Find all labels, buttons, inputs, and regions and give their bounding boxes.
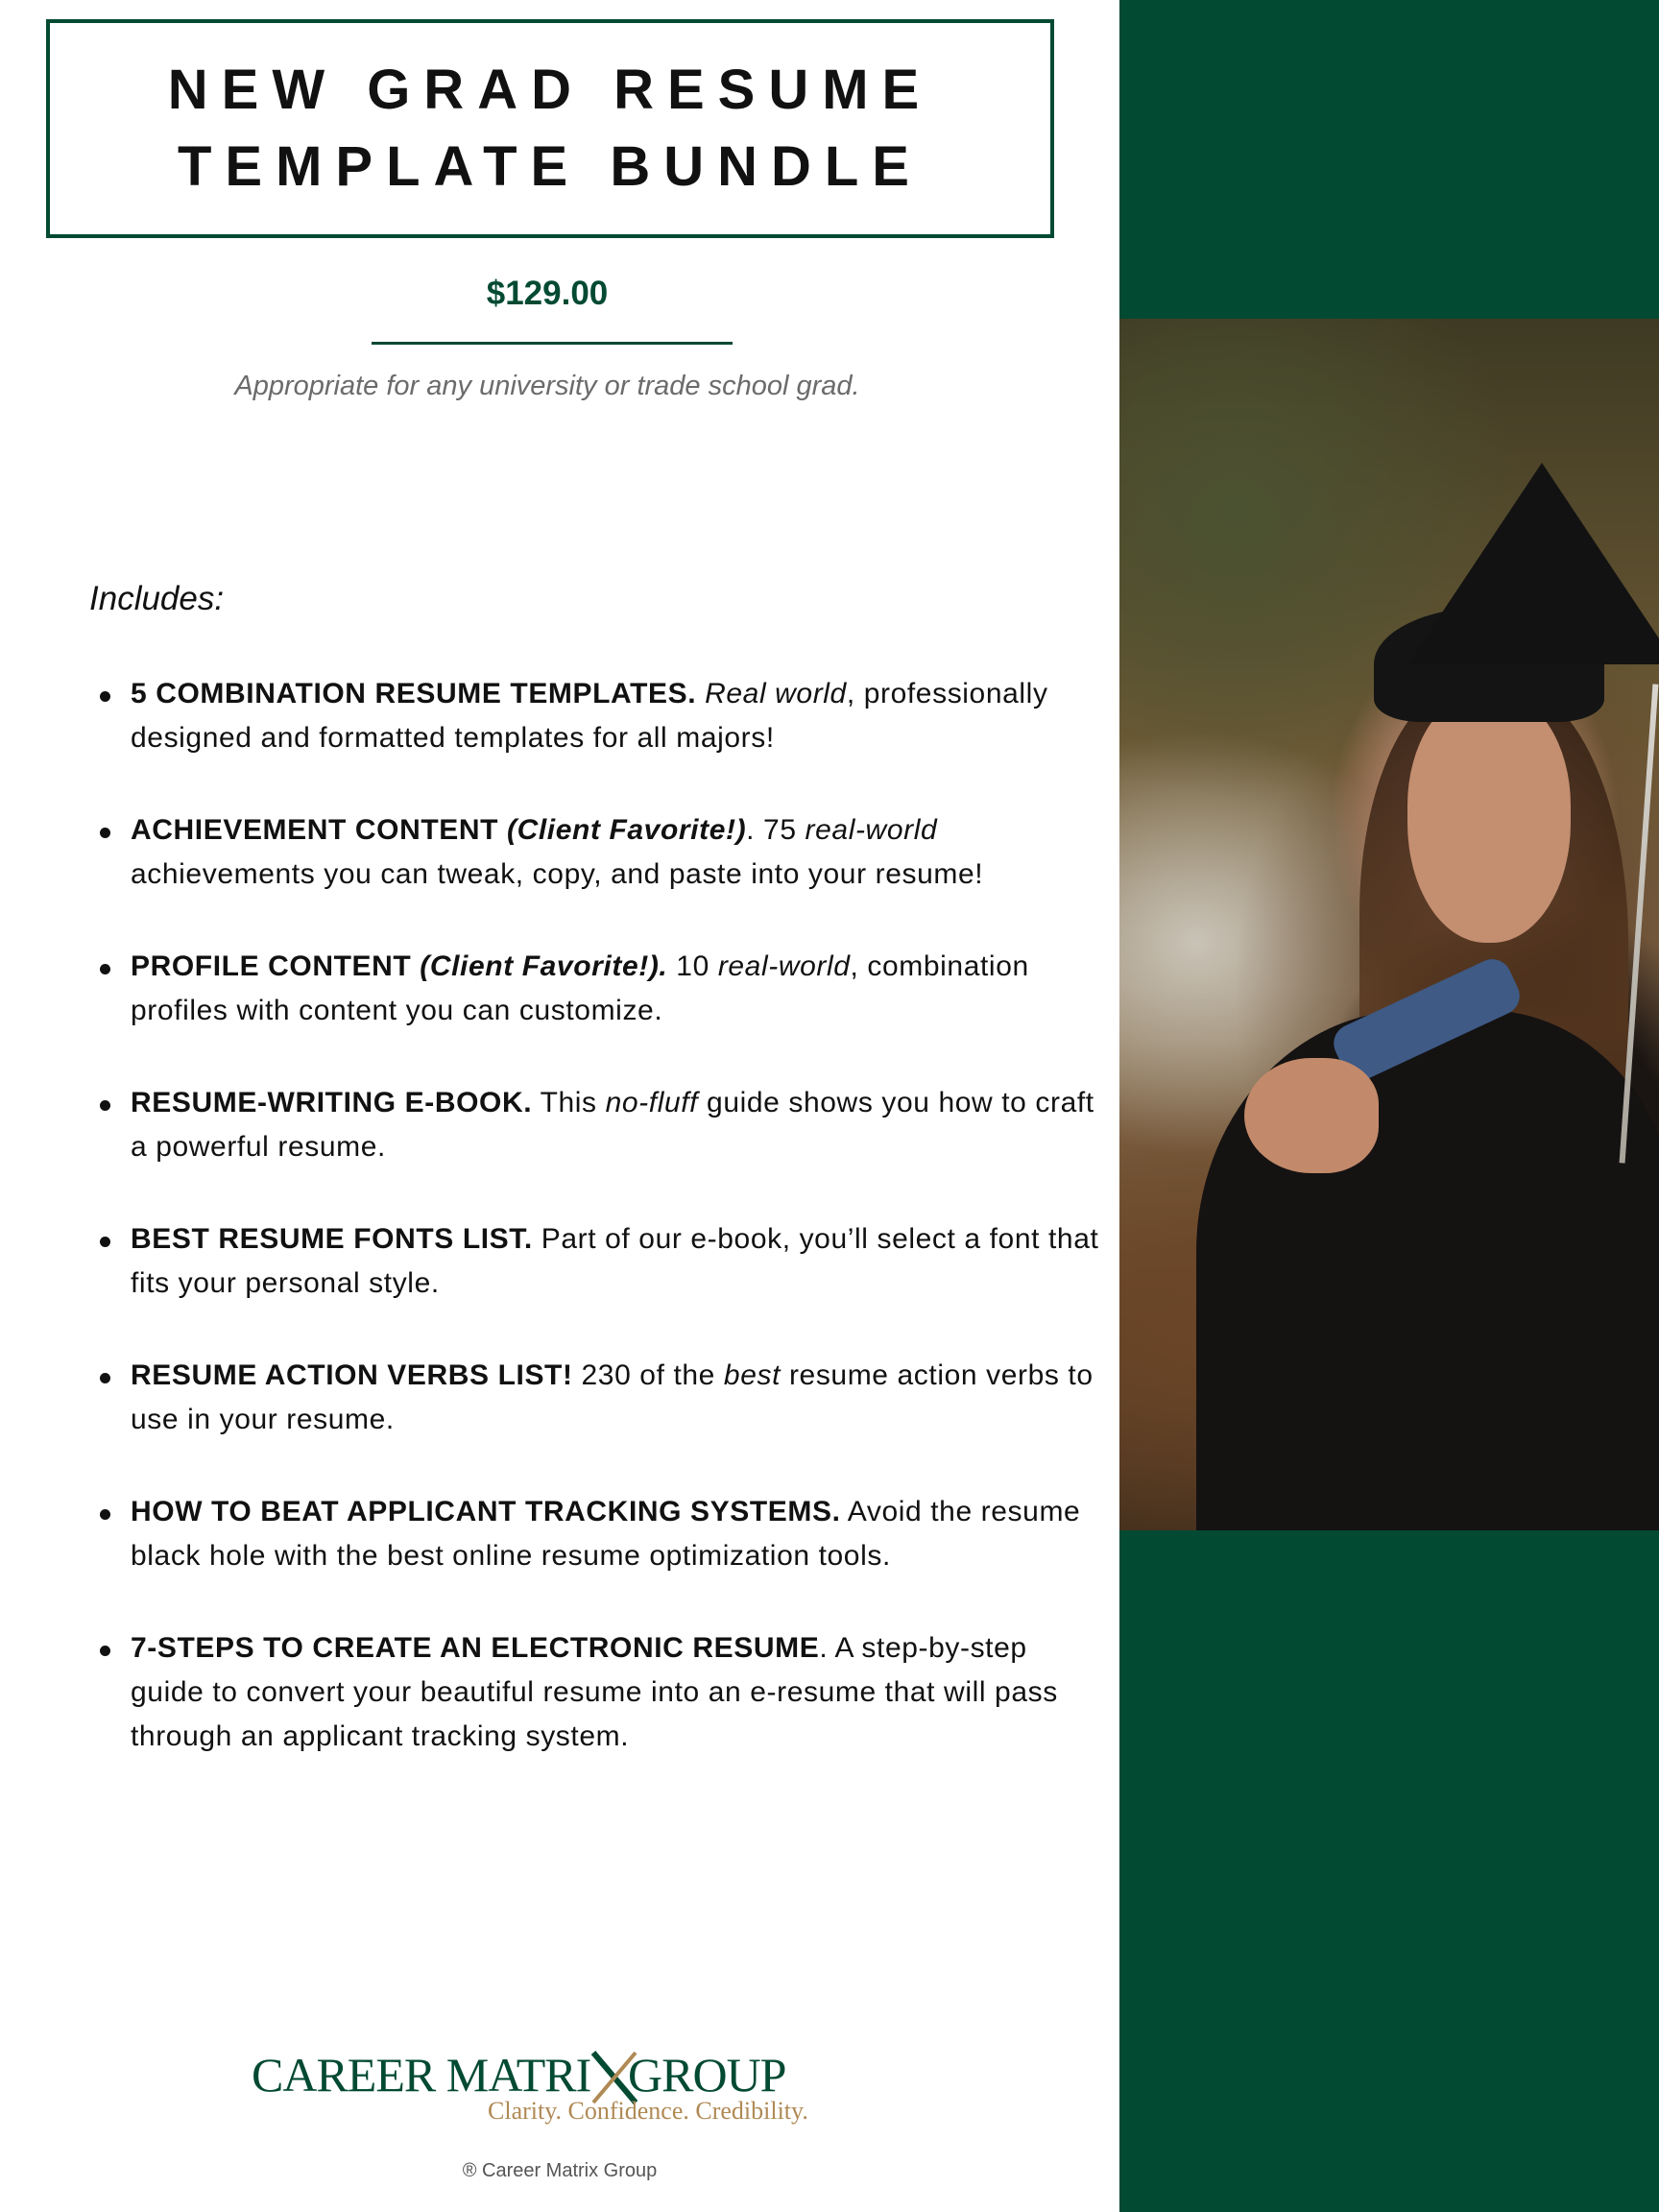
- feature-item: RESUME-WRITING E-BOOK. This no-fluff guide shows you how to craft a powerful resume.: [84, 1081, 1102, 1217]
- page-title-line-1: NEW GRAD RESUME: [167, 59, 933, 121]
- includes-heading: Includes:: [89, 580, 225, 617]
- feature-item: HOW TO BEAT APPLICANT TRACKING SYSTEMS. Avoid the resume black hole with the best online resume optimization tools.: [84, 1490, 1102, 1626]
- tagline: Appropriate for any university or trade school grad.: [234, 371, 860, 401]
- bullet: [100, 1509, 110, 1520]
- price-divider: [372, 342, 733, 345]
- logo-left-word: CAREER MATRI: [252, 2048, 591, 2102]
- footer-copyright: ® Career Matrix Group: [462, 2160, 658, 2181]
- logo-tagline: Clarity. Confidence. Credibility.: [488, 2097, 808, 2125]
- bullet: [100, 1646, 110, 1656]
- title-box: [46, 19, 1054, 238]
- price: $129.00: [486, 275, 609, 312]
- bullet: [100, 964, 110, 974]
- feature-item: 7-STEPS TO CREATE AN ELECTRONIC RESUME. A step-by-step guide to convert your beautiful resume into an e-resume that will pass through an applicant tracking system.: [84, 1626, 1102, 1763]
- bullet: [100, 1100, 110, 1111]
- feature-item: BEST RESUME FONTS LIST. Part of our e-book, you’ll select a font that fits your personal style.: [84, 1217, 1102, 1354]
- feature-item: 5 COMBINATION RESUME TEMPLATES. Real world, professionally designed and formatted templates for all majors!: [84, 672, 1102, 808]
- graduate-photo: [1119, 319, 1659, 1530]
- bullet: [100, 828, 110, 838]
- logo-right-word: GROUP: [628, 2048, 786, 2102]
- feature-list: [84, 672, 1102, 1763]
- bullet: [100, 1373, 110, 1383]
- bullet: [100, 691, 110, 702]
- career-matrix-group-logo: [252, 2047, 808, 2133]
- bullet: [100, 1237, 110, 1247]
- feature-item: ACHIEVEMENT CONTENT (Client Favorite!). 75 real-world achievements you can tweak, copy, and paste into your resume!: [84, 808, 1102, 945]
- feature-item: PROFILE CONTENT (Client Favorite!). 10 real-world, combination profiles with content you can customize.: [84, 945, 1102, 1081]
- feature-item: RESUME ACTION VERBS LIST! 230 of the best resume action verbs to use in your resume.: [84, 1354, 1102, 1490]
- page-title-line-2: TEMPLATE BUNDLE: [177, 135, 923, 198]
